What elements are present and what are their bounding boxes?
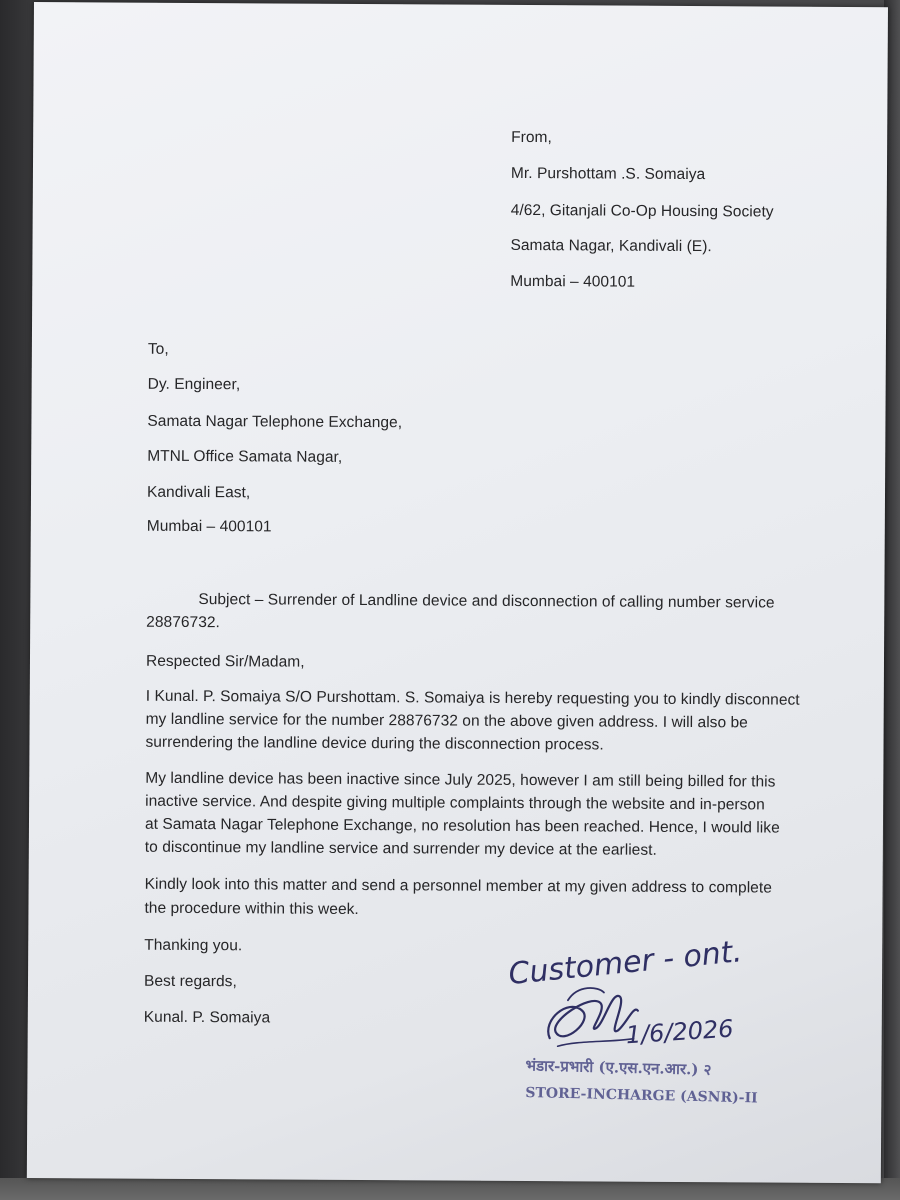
closing-regards: Best regards,: [143, 972, 237, 991]
handwritten-note: Customer - ont.: [506, 934, 744, 993]
signer-name: Kunal. P. Somaiya: [143, 1008, 271, 1027]
recipient-line-2: MTNL Office Samata Nagar,: [147, 447, 343, 466]
paragraph-1-line-2: my landline service for the number 28876732 on the above given address. I will also be: [145, 710, 748, 732]
paragraph-2-line-4: to discontinue my landline service and surrender my device at the earliest.: [144, 838, 657, 859]
sender-address-line-2: Samata Nagar, Kandivali (E).: [510, 236, 712, 256]
subject-line-1: Subject – Surrender of Landline device and disconnection of calling number service: [198, 591, 775, 612]
paragraph-1-line-1: I Kunal. P. Somaiya S/O Purshottam. S. Somaiya is hereby requesting you to kindly disconnect: [145, 687, 800, 709]
recipient-line-1: Samata Nagar Telephone Exchange,: [147, 412, 403, 432]
paragraph-2-line-2: inactive service. And despite giving multiple complaints through the website and in-person: [145, 792, 765, 814]
stamp-hindi: भंडार-प्रभारी (ए.एस.एन.आर.) २: [525, 1056, 712, 1079]
stamp-english: STORE-INCHARGE (ASNR)-II: [525, 1084, 758, 1107]
recipient-line-3: Kandivali East,: [146, 483, 251, 502]
closing-thanks: Thanking you.: [144, 936, 243, 955]
recipient-line-4: Mumbai – 400101: [146, 517, 272, 536]
sender-name: Mr. Purshottam .S. Somaiya: [510, 164, 706, 184]
paragraph-3-line-1: Kindly look into this matter and send a personnel member at my given address to complete: [144, 875, 772, 897]
paragraph-2-line-1: My landline device has been inactive since July 2025, however I am still being billed for this: [145, 769, 776, 791]
subject-line-2: 28876732.: [146, 613, 220, 632]
paragraph-2-line-3: at Samata Nagar Telephone Exchange, no resolution has been reached. Hence, I would like: [144, 815, 780, 837]
salutation: Respected Sir/Madam,: [145, 652, 305, 671]
handwritten-date: 1/6/2026: [624, 1014, 735, 1050]
from-heading: From,: [511, 128, 552, 147]
paragraph-1-line-3: surrendering the landline device during the disconnection process.: [145, 733, 604, 754]
sender-address-line-1: 4/62, Gitanjali Co-Op Housing Society: [510, 201, 774, 221]
to-heading: To,: [147, 340, 169, 358]
recipient-title: Dy. Engineer,: [147, 375, 241, 394]
letter-sheet: [27, 2, 888, 1183]
paragraph-3-line-2: the procedure within this week.: [144, 899, 359, 919]
sender-address-line-3: Mumbai – 400101: [510, 272, 636, 291]
